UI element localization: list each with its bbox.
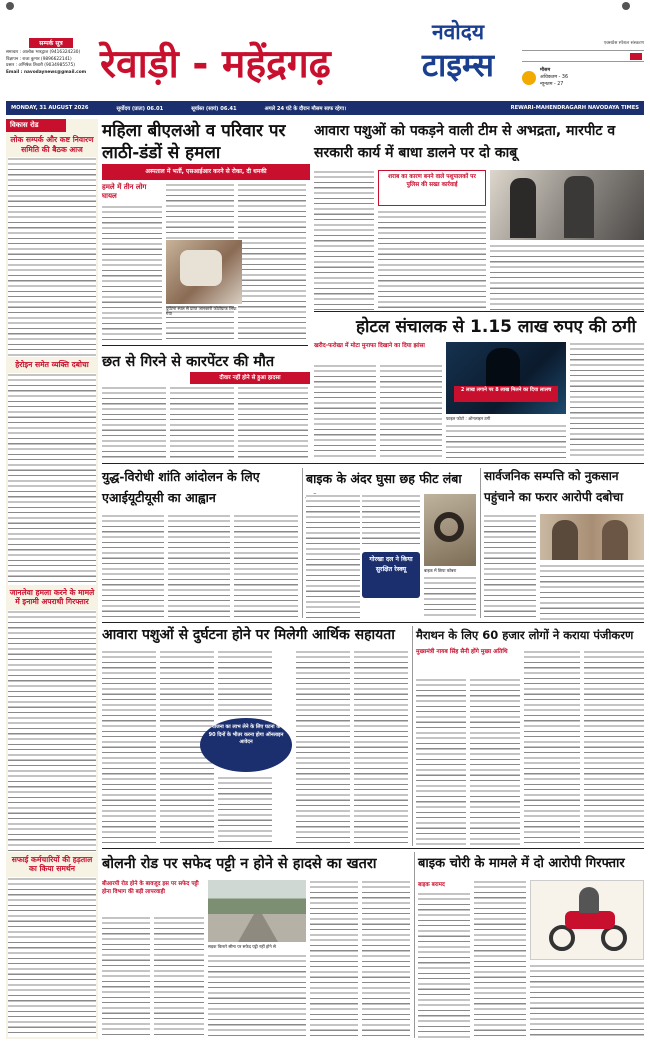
dateline-ticker: अगले 24 घंटे के दौरान मौसम साफ रहेगा। — [264, 106, 347, 112]
photo-figure — [564, 176, 594, 238]
staff-box — [6, 38, 96, 100]
fraud-photo — [446, 342, 566, 414]
top-right-body — [490, 244, 644, 310]
boleni-body — [154, 916, 204, 1038]
weather-box — [522, 67, 644, 88]
bike-body — [418, 892, 470, 1038]
road-shape — [238, 914, 278, 942]
edition-box — [522, 40, 644, 98]
weather-max: अधिकतम - 36 — [540, 75, 569, 80]
cobra-body — [362, 494, 420, 548]
weather-label: मौसम — [540, 68, 551, 73]
left-story-headline: लोक सम्पर्क और कष्ट निवारण समिति की बैठक आज — [10, 135, 94, 154]
bike-body — [530, 964, 644, 1038]
hacker-figure — [486, 348, 520, 388]
stray-body — [102, 650, 156, 846]
fraud-subhead: खरीद-फरोख्त में मोटा मुनाफा दिखाने का दिया झांसा — [314, 343, 425, 349]
fraud-body — [446, 424, 566, 460]
roof-tag-bar — [190, 372, 310, 384]
stray-oval-text: योजना का लाभ लेने के लिए घटना के 90 दिनों के भीतर करना होगा ऑनलाइन आवेदन — [208, 724, 284, 745]
bike-illustration — [530, 880, 644, 960]
roof-body — [170, 386, 234, 460]
stray-oval — [200, 718, 292, 772]
lead-side-headline: हमले में तीन लोग घायल — [102, 183, 147, 200]
left-story-headline: जानलेवा हमला करने के मामले में इनामी अपराधी गिरफ्तार — [9, 587, 95, 606]
fraud-image-banner — [454, 386, 558, 402]
cobra-photo — [424, 494, 476, 566]
roof-body — [238, 386, 308, 460]
price-badge — [630, 53, 642, 60]
left-column — [6, 119, 98, 1039]
marathon-headline: मैराथन के लिए 60 हजार लोगों ने कराया पंजीकरण — [416, 628, 634, 642]
cobra-body — [424, 576, 476, 618]
staff-line: समाचार : आलोक भारद्वाज (9416324230) — [6, 50, 81, 55]
yuddh-body — [234, 514, 298, 620]
divider — [102, 463, 644, 464]
left-column-tag: विकास रोड — [6, 119, 66, 132]
boleni-body — [362, 880, 410, 1038]
boleni-body — [208, 954, 306, 1038]
boleni-sub-box — [102, 880, 204, 914]
sampatti-body — [540, 564, 644, 620]
column-rule — [414, 852, 415, 1038]
marathon-body — [524, 650, 580, 846]
fraud-body — [380, 364, 442, 460]
bike-headline: बाइक चोरी के मामले में दो आरोपी गिरफ्तार — [418, 856, 625, 871]
title-top: नवोदय — [431, 20, 485, 44]
cobra-figure — [434, 512, 464, 542]
cobra-body — [306, 494, 360, 618]
stray-body — [218, 650, 272, 716]
marathon-body — [416, 678, 466, 846]
column-rule — [480, 468, 481, 618]
cobra-headline: बाइक के अंदर घुसा छह फीट लंबा — [306, 471, 462, 486]
lead-photo-caption: दुर्घटना स्थल से प्राप्त जानकारी फोटोग्राफ लिया गया — [166, 306, 237, 316]
top-right-headline: आवारा पशुओं को पकड़ने वाली टीम से अभद्रता, मारपीट व सरकारी कार्य में बाधा डालने पर दो काबू — [314, 123, 616, 161]
staff-list — [6, 50, 96, 76]
rider-figure — [579, 887, 599, 913]
photo-figure — [552, 520, 578, 560]
sun-icon — [522, 71, 536, 85]
divider — [314, 311, 644, 312]
lead-headline: महिला बीएलओ व परिवार पर लाठी-डंडों से हमला — [102, 121, 286, 163]
top-right-photo — [490, 170, 644, 240]
staff-email: Email : navodaynews@gmail.com — [6, 69, 87, 75]
top-right-body — [314, 170, 374, 310]
edition-label: एक्सप्रेस स्पेशल संस्करण — [603, 41, 644, 46]
registration-mark — [6, 2, 14, 10]
lead-body — [238, 183, 306, 343]
masthead-title: रेवाड़ी - महेंद्रगढ़ — [100, 42, 331, 87]
boleni-photo — [208, 880, 306, 942]
cobra-pull: गोरखा दल ने किया सुरक्षित रेस्क्यू — [369, 556, 413, 573]
fraud-body — [570, 342, 644, 460]
photo-figure — [602, 520, 628, 560]
masthead-nameplate — [404, 20, 512, 100]
fraud-image-caption: फाइल फोटो : ऑनलाइन ठगी — [446, 416, 491, 421]
roof-headline: छत से गिरने से कारपेंटर की मौत — [102, 354, 275, 370]
left-story-headline: हेरोइन समेत व्यक्ति दबोचा — [15, 360, 89, 369]
stray-body — [354, 650, 408, 846]
column-rule — [412, 626, 413, 846]
title-bottom: टाइम्स — [421, 46, 495, 84]
staff-line: विज्ञापन : राजा कुमार (9896622141) — [6, 56, 72, 62]
registration-mark — [622, 2, 630, 10]
weather-min: न्यूनतम - 27 — [540, 82, 564, 87]
yuddh-body — [102, 514, 164, 620]
sampatti-headline: सार्वजनिक सम्पत्ति को नुकसान पहुंचाने का फरार आरोपी दबोचा — [484, 469, 624, 504]
bike-sub: बाइक बरामद — [418, 882, 445, 888]
left-story-body — [8, 157, 96, 357]
lead-body — [102, 205, 162, 340]
marathon-sub: मुख्यमंत्री नायब सिंह सैनी होंगे मुख्य अतिथि — [416, 649, 508, 655]
boleni-caption: सड़क किनारे सीमा पर सफेद पट्टी नहीं होने से — [208, 944, 276, 949]
marathon-body — [470, 678, 520, 846]
marathon-body — [584, 650, 644, 846]
lead-subhead: अस्पताल में भर्ती, एसआईआर करने से रोका, दी धमकी — [145, 168, 267, 175]
marathon-sub-box — [416, 648, 518, 676]
edition-strip — [522, 50, 644, 62]
lead-subhead-bar — [102, 164, 310, 180]
fraud-headline: होटल संचालक से 1.15 लाख रुपए की ठगी — [356, 317, 637, 337]
weather-readout — [540, 67, 568, 88]
column-rule — [302, 468, 303, 618]
dateline-right: REWARI-MAHENDRAGARH NAVODAYA TIMES — [510, 105, 639, 111]
roof-body — [102, 386, 166, 460]
sampatti-photo — [540, 514, 644, 560]
fraud-subhead-box — [314, 342, 442, 362]
stray-body — [218, 776, 272, 846]
boleni-sub: बीआरपी रोड होने के बावजूद इस पर सफेद पट्टी होना विभाग की बड़ी लापरवाही — [102, 881, 199, 895]
boleni-body — [310, 880, 358, 1038]
bike-body-shape — [565, 911, 615, 929]
divider — [102, 622, 644, 623]
bike-body — [474, 880, 526, 1038]
photo-figure — [510, 178, 536, 238]
left-story-body — [8, 877, 96, 1037]
lead-left-col — [102, 183, 162, 343]
photo-subject — [180, 250, 222, 286]
yuddh-headline: युद्ध-विरोधी शांति आंदोलन के लिए एआईयूटीयूसी का आह्वान — [102, 469, 260, 505]
left-story-body — [8, 373, 96, 585]
top-right-body — [378, 210, 486, 310]
staff-title: सम्पर्क सूत्र — [29, 38, 73, 48]
sampatti-body — [484, 514, 536, 620]
left-story-body — [8, 610, 96, 852]
stray-headline: आवारा पशुओं से दुर्घटना होने पर मिलेगी आर्थिक सहायता — [102, 627, 395, 643]
stray-body — [296, 650, 350, 846]
boleni-headline: बोलनी रोड पर सफेद पट्टी न होने से हादसे का खतरा — [102, 856, 377, 872]
dateline-date: MONDAY, 31 AUGUST 2026 — [11, 105, 89, 111]
lead-photo — [166, 240, 242, 304]
cobra-caption: बाइक में छिपा कोबरा — [424, 568, 457, 573]
divider — [102, 848, 644, 849]
dateline-sunset: सूर्यास्त (सायं) 06.41 — [191, 106, 237, 112]
fraud-body — [314, 364, 376, 460]
yuddh-body — [168, 514, 230, 620]
dateline-strip — [6, 101, 644, 115]
top-right-box — [378, 170, 486, 206]
boleni-body — [102, 916, 150, 1038]
top-right-box-headline: शराब का कारण बनने वाले पशुपालकों पर पुलिस की सख्त कार्रवाई — [388, 174, 476, 188]
divider — [102, 345, 308, 346]
left-story-headline: सफाई कर्मचारियों की हड़ताल का किया समर्थन — [11, 854, 93, 873]
cobra-pull-box — [362, 552, 420, 598]
roof-tagline: दीवार नहीं होने से हुआ हादसा — [219, 375, 281, 381]
fraud-image-text: 2 लाख लगाने पर 8 लाख मिलने का दिया लालच — [460, 387, 552, 393]
staff-line: प्रसार : अभिषेक तिवारी (9034985575) — [6, 63, 75, 69]
dateline-sunrise: सूर्योदय (प्रातः) 06.01 — [116, 106, 164, 112]
